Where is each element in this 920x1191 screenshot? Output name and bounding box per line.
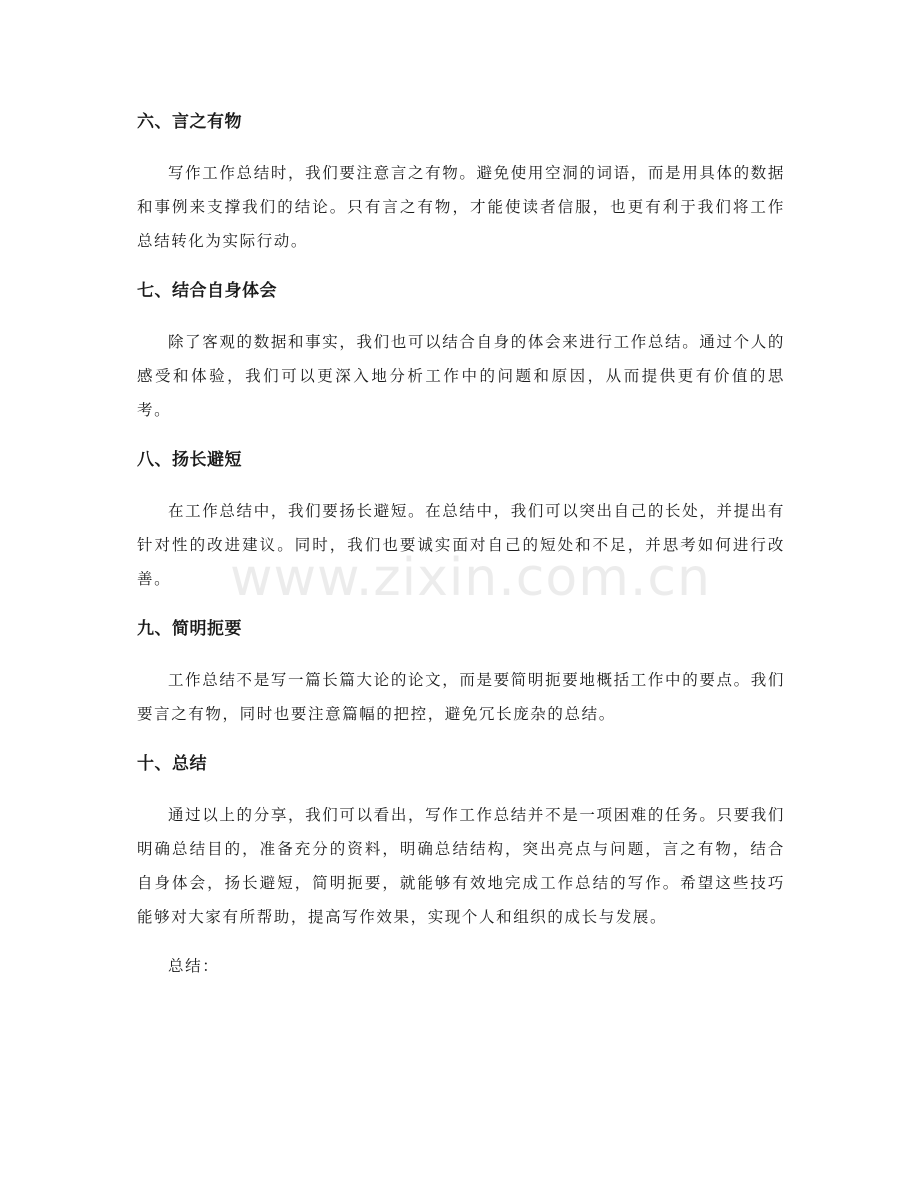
section-7-body: 除了客观的数据和事实，我们也可以结合自身的体会来进行工作总结。通过个人的感受和体验，我们可以更深入地分析工作中的问题和原因，从而提供更有价值的思考。 xyxy=(137,333,785,419)
section-9-title: 九、简明扼要 xyxy=(137,619,242,639)
section-7-title: 七、结合自身体会 xyxy=(137,281,277,301)
closing-label: 总结： xyxy=(168,957,220,975)
section-9-body: 工作总结不是写一篇长篇大论的论文，而是要简明扼要地概括工作中的要点。我们要言之有物，同时也要注意篇幅的把控，避免冗长庞杂的总结。 xyxy=(137,671,785,723)
section-10-title: 十、总结 xyxy=(137,754,207,774)
section-8-title: 八、扬长避短 xyxy=(137,450,242,470)
section-6-title: 六、言之有物 xyxy=(137,112,242,132)
section-6-body: 写作工作总结时，我们要注意言之有物。避免使用空洞的词语，而是用具体的数据和事例来支撑我们的结论。只有言之有物，才能使读者信服，也更有利于我们将工作总结转化为实际行动。 xyxy=(137,164,785,250)
document-content xyxy=(137,104,785,983)
watermark-text: www.zixin.com.cn xyxy=(230,548,711,608)
section-8-body: 在工作总结中，我们要扬长避短。在总结中，我们可以突出自己的长处，并提出有针对性的改进建议。同时，我们也要诚实面对自己的短处和不足，并思考如何进行改善。 xyxy=(137,502,785,588)
section-10-body: 通过以上的分享，我们可以看出，写作工作总结并不是一项困难的任务。只要我们明确总结目的，准备充分的资料，明确总结结构，突出亮点与问题，言之有物，结合自身体会，扬长避短，简明扼要，就能够有效地完成工作总结的写作。希望这些技巧能够对大家有所帮助，提高写作效果，实现个人和组织的成长与发展。 xyxy=(137,806,785,926)
